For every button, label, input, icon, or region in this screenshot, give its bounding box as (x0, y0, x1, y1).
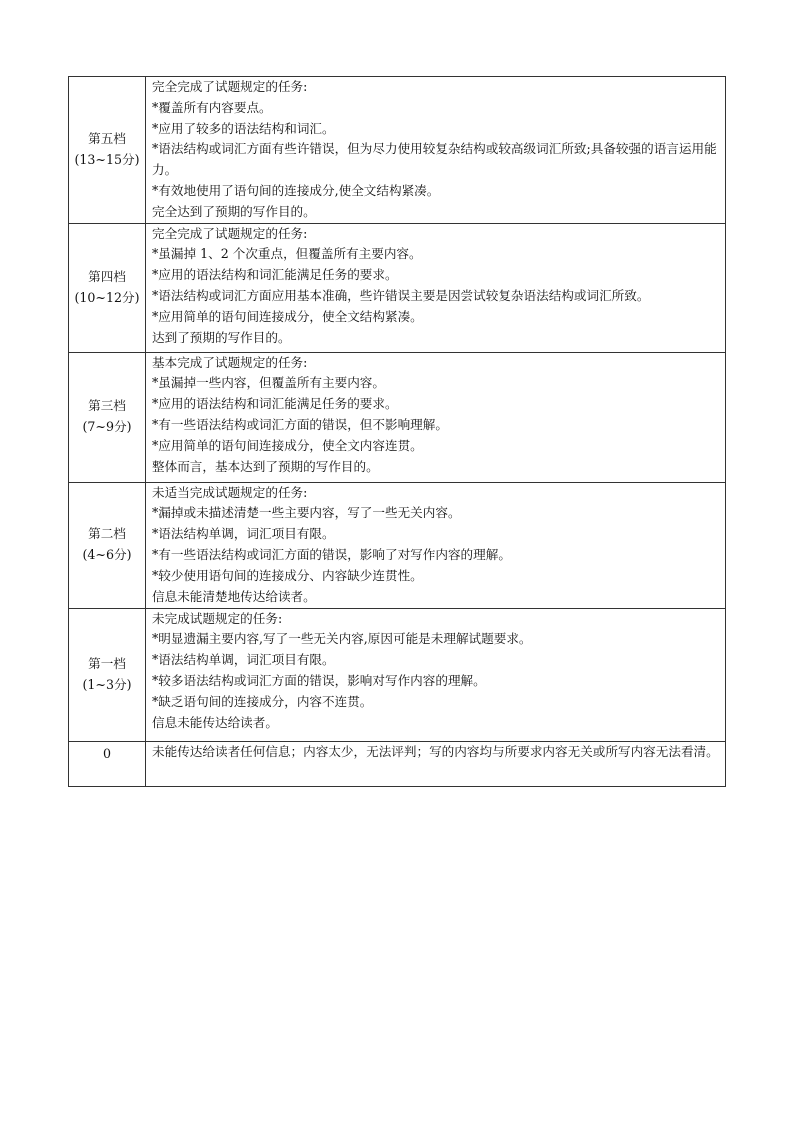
description-line: *漏掉或未描述清楚一些主要内容，写了一些无关内容。 (152, 505, 461, 521)
description-line: *应用了较多的语法结构和词汇。 (152, 120, 335, 136)
description-cell (146, 352, 726, 482)
level-cell (69, 77, 146, 224)
level-cell (69, 608, 146, 741)
description-line: 完全完成了试题规定的任务: (152, 225, 308, 241)
description-cell (146, 608, 726, 741)
description-line: 信息未能清楚地传达给读者。 (152, 588, 316, 604)
description-line: *较多语法结构或词汇方面的错误，影响对写作内容的理解。 (152, 672, 486, 688)
level-cell (69, 482, 146, 608)
description-line: *较少使用语句间的连接成分、内容缺少连贯性。 (152, 567, 423, 583)
description-line: 完全达到了预期的写作目的。 (152, 203, 316, 219)
description-line: 未能传达给读者任何信息；内容太少，无法评判；写的内容均与所要求内容无关或所写内容无法看清。 (152, 743, 719, 759)
description-line: *应用的语法结构和词汇能满足任务的要求。 (152, 396, 398, 412)
level-name: 0 (102, 745, 111, 761)
level-name: 第二档 (88, 526, 126, 542)
description-line: *有一些语法结构或词汇方面的错误，影响了对写作内容的理解。 (152, 546, 511, 562)
description-line: 达到了预期的写作目的。 (152, 329, 291, 345)
scoring-rubric-table (68, 76, 726, 787)
description-cell (146, 77, 726, 224)
rubric-row-level-5 (69, 77, 726, 224)
level-name: 第五档 (88, 130, 126, 146)
level-range: (7~9分) (82, 419, 132, 435)
level-name: 第一档 (88, 655, 126, 671)
level-range: (1~3分) (82, 676, 132, 692)
level-cell (69, 223, 146, 352)
rubric-row-level-2 (69, 482, 726, 608)
description-line: 整体而言，基本达到了预期的写作目的。 (152, 458, 379, 474)
description-cell (146, 223, 726, 352)
description-line: *语法结构或词汇方面有些许错误，但为尽力使用较复杂结构或较高级词汇所致;具备较强的语言运用能力。 (152, 141, 717, 178)
level-name: 第四档 (88, 268, 126, 284)
description-line: *虽漏掉 1、2 个次重点，但覆盖所有主要内容。 (152, 246, 422, 262)
rubric-row-level-1 (69, 608, 726, 741)
level-cell (69, 741, 146, 786)
level-range: (13~15分) (74, 151, 140, 167)
rubric-row-level-0 (69, 741, 726, 786)
description-line: *语法结构单调，词汇项目有限。 (152, 526, 335, 542)
description-line: *语法结构单调，词汇项目有限。 (152, 652, 335, 668)
level-range: (10~12分) (74, 289, 140, 305)
description-line: *应用简单的语句间连接成分，使全文结构紧凑。 (152, 308, 423, 324)
description-line: *覆盖所有内容要点。 (152, 99, 272, 115)
level-range: (4~6分) (82, 547, 132, 563)
description-line: *有一些语法结构或词汇方面的错误，但不影响理解。 (152, 416, 448, 432)
description-line: *缺乏语句间的连接成分，内容不连贯。 (152, 693, 373, 709)
description-line: *虽漏掉一些内容，但覆盖所有主要内容。 (152, 375, 385, 391)
description-line: *应用的语法结构和词汇能满足任务的要求。 (152, 267, 398, 283)
description-line: 基本完成了试题规定的任务: (152, 354, 308, 370)
rubric-row-level-3 (69, 352, 726, 482)
description-cell (146, 482, 726, 608)
description-line: *有效地使用了语句间的连接成分,使全文结构紧凑。 (152, 182, 440, 198)
description-cell (146, 741, 726, 786)
description-line: 信息未能传达给读者。 (152, 714, 278, 730)
description-line: 完全完成了试题规定的任务: (152, 79, 308, 94)
level-cell (69, 352, 146, 482)
description-line: *明显遗漏主要内容,写了一些无关内容,原因可能是未理解试题要求。 (152, 631, 532, 647)
description-line: 未适当完成试题规定的任务: (152, 484, 308, 500)
description-line: *应用简单的语句间连接成分，使全文内容连贯。 (152, 437, 423, 453)
description-line: 未完成试题规定的任务: (152, 610, 283, 626)
level-name: 第三档 (88, 398, 126, 414)
rubric-row-level-4 (69, 223, 726, 352)
description-line: *语法结构或词汇方面应用基本准确，些许错误主要是因尝试较复杂语法结构或词汇所致。 (152, 287, 650, 303)
